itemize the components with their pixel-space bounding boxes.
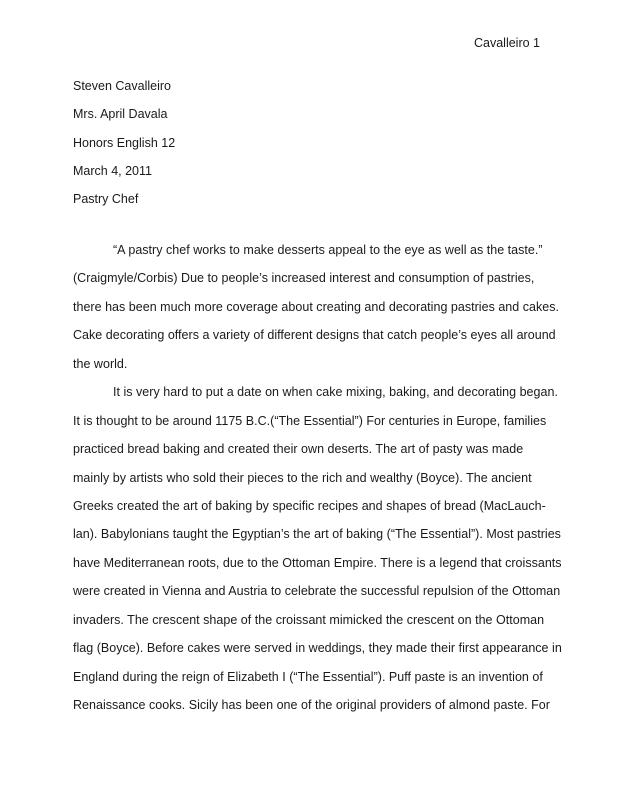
text-line: there has been much more coverage about creating and decorating pastries and cakes. [73,299,559,314]
running-header: Cavalleiro 1 [473,36,540,50]
text-line: practiced bread baking and created their own deserts. The art of pasty was made [73,442,524,457]
text-line: Renaissance cooks. Sicily has been one of the original providers of almond paste. For [73,698,550,712]
text-line: the world. [73,356,128,371]
text-line: Greeks created the art of baking by specific recipes and shapes of bread (MacLauch- [73,498,546,513]
paragraph-1 [73,236,559,378]
mla-heading [73,72,548,213]
essay-title: Pastry Chef [73,192,139,207]
date: March 4, 2011 [73,163,152,178]
paragraph-2 [73,378,562,719]
text-line: were created in Vienna and Austria to celebrate the successful repulsion of the Ottoman [73,584,561,599]
text-line: lan). Babylonians taught the Egyptian’s the art of baking (“The Essential”). Most pastries [73,527,561,542]
course-name: Honors English 12 [73,135,176,150]
text-line: invaders. The crescent shape of the croissant mimicked the crescent on the Ottoman [73,612,545,627]
text-line: “A pastry chef works to make desserts appeal to the eye as well as the taste.” [113,243,543,257]
instructor-name: Mrs. April Davala [73,107,168,122]
text-line: flag (Boyce). Before cakes were served in weddings, they made their first appearance in [73,641,562,656]
text-line: mainly by artists who sold their pieces to the rich and wealthy (Boyce). The ancient [73,470,532,485]
essay-body [73,236,562,719]
text-line: Cake decorating offers a variety of different designs that catch people’s eyes all around [73,328,556,343]
text-line: have Mediterranean roots, due to the Ottoman Empire. There is a legend that croissants [73,555,562,570]
text-line: It is very hard to put a date on when cake mixing, baking, and decorating began. [113,385,558,400]
author-name: Steven Cavalleiro [73,79,171,93]
text-line: England during the reign of Elizabeth I (“The Essential”). Puff paste is an invention of [73,669,543,684]
text-line: (Craigmyle/Corbis) Due to people’s increased interest and consumption of pastries, [73,271,535,286]
text-line: It is thought to be around 1175 B.C.(“The Essential”) For centuries in Europe, families [73,413,547,428]
